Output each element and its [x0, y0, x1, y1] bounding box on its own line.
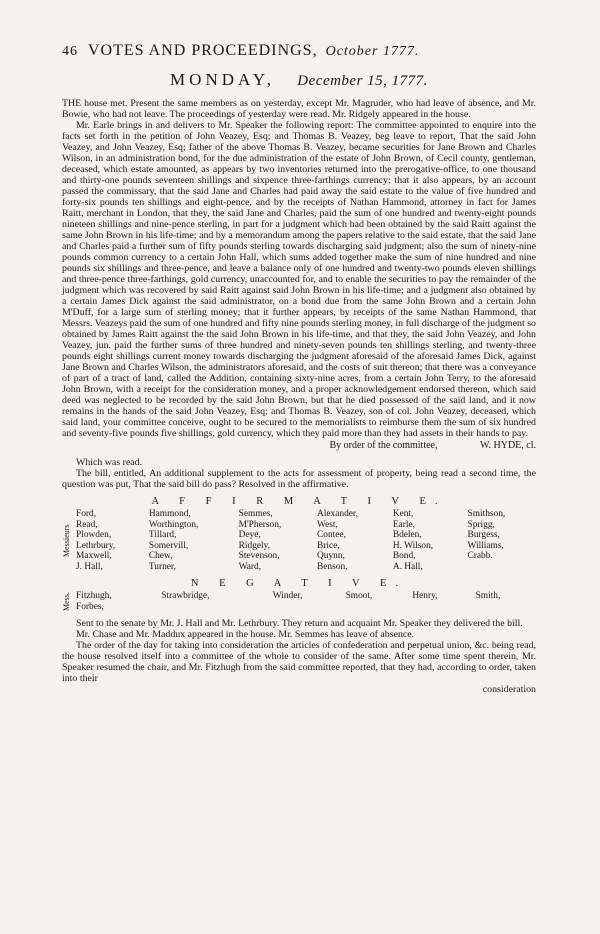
- member-name: Ridgely,: [238, 540, 271, 551]
- member-name: Henry,: [412, 591, 438, 601]
- name-row: [74, 509, 536, 520]
- member-name: Turner,: [148, 561, 177, 572]
- member-name: Williams,: [467, 540, 504, 551]
- closing-paragraph: Sent to the senate by Mr. J. Hall and Mr. Lethrbury. They return and acquaint Mr. Speaker they delivered the bill.: [76, 618, 523, 629]
- negative-list: [62, 591, 536, 612]
- member-name: Forbes,: [76, 601, 104, 612]
- name-row: [74, 591, 536, 602]
- member-name: M'Pherson,: [238, 519, 282, 530]
- signature-by-order: By order of the committee,: [329, 440, 438, 451]
- paragraph-report: Mr. Earle brings in and delivers to Mr. Speaker the following report: The committee appointed to enquire into the facts set forth in the petition of John Veazey, Esq; and Thomas B. Veazey, beg leave to report, That the said John Veazey, and John Veazey, Esq; father of the above Thomas B. Veazey, became securities for Jane Brown and Charles Wilson, in an administration bond, for the due administration of the estate of John Brown, of Cecil county, gentleman, deceased, which estate amounted, as appears by two inventories returned into the prerogative-office, to one thousand and thirty-one pounds seventeen shillings and sixpence three-farthings currency; that it also appears, by an account passed the commissary, that the said Jane and Charles had paid away the said estate to the value of five hundred and forty-six pounds ten shillings and eight-pence, and by the receipts of Nathan Hammond, attorney in fact for James Raitt, merchant in London, that they, the said Jane and Charles, paid the sum of one hundred and twenty-eight pounds nineteen shillings and nine-pence sterling, in part for a judgment which had been obtained by the said Raitt against the same John Brown in his life-time; and by a memorandum among the papers relative to the said estate, that the said Jane and Charles paid a further sum of fifty pounds sterling towards discharging said judgment; also the sum of ninety-nine pounds common currency to a certain John Hall, which sums added together make the sum of nine hundred and nine pounds six shillings and three-pence, and leave a balance only of one hundred and twenty-two pounds eleven shillings and three-pence three-farthings, gold currency, unaccounted for, and to enable the securities to pay the remainder of the judgment which was recovered by said Raitt against said John Brown in his life-time; and a judgment also obtained by a certain James Dick against the said administrator, on a bond due from the same John Brown and a certain John M'Duff, for a large sum of sterling money; that it further appears, by receipts of the same Nathan Hammond, that Messrs. Veazeys paid the sum of one hundred and fifty nine pounds sterling money, in full discharge of the judgment so obtained by James Raitt against the the said John Brown in his life-time, and that they, the said John Veazey, and John Veazey, jun. paid the further sums of three hundred and ninety-seven pounds ten shillings sterling, and twenty-three pounds eight shillings current money towards discharging the judgment aforesaid of the aforesaid James Dick, against Jane Brown and Charles Wilson, the administrators aforesaid, and the costs of suit thereon; that there was a conveyance of part of a tract of land, called the Addition, containing sixty-nine acres, from a certain John Terry, to the aforesaid John Brown, with a receipt for the consideration money, and a proper acknowledgement endorsed thereon, which said deed was neglected to be recorded by the said John Brown, but that he died possessed of the said land, and it now remains in the hands of the said John Veazey, Esq; and Thomas B. Veazey, son of col. John Veazey, deceased, which said land, your committee conceive, ought to be secured to the memorialists to reimburse them the sum of six hundred and seventy-five pounds five shillings, gold currency, which they paid more than they had assets in their hands to pay.: [62, 120, 536, 439]
- member-name: Somervill,: [148, 540, 189, 551]
- member-name: Smith,: [475, 591, 501, 601]
- member-name: Fitzhugh,: [76, 591, 112, 601]
- member-name: [271, 602, 344, 613]
- member-name: Chew,: [148, 551, 173, 561]
- closing-paragraph: Mr. Chase and Mr. Maddux appeared in the house. Mr. Semmes has leave of absence.: [76, 629, 415, 640]
- member-name: Crabb.: [467, 551, 493, 561]
- day-heading: [62, 70, 536, 90]
- member-name: Plowden,: [76, 530, 112, 540]
- member-name: A. Hall,: [392, 561, 423, 572]
- affirmative-list: [62, 509, 536, 572]
- member-name: Worthington,: [148, 519, 199, 530]
- running-title: VOTES AND PROCEEDINGS,: [88, 42, 318, 59]
- member-name: Earle,: [392, 519, 415, 530]
- member-name: Burgess,: [467, 530, 500, 540]
- member-name: [474, 602, 536, 613]
- catchword: consideration: [482, 684, 536, 695]
- member-name: Tillard,: [148, 530, 177, 540]
- date: December 15, 1777.: [297, 73, 428, 89]
- member-name: Maxwell,: [76, 551, 112, 561]
- bill-text: [62, 457, 536, 490]
- member-name: H. Wilson,: [392, 540, 434, 551]
- member-name: Bond,: [392, 551, 416, 561]
- member-name: Alexander,: [317, 509, 359, 519]
- member-name: Bdelen,: [392, 530, 422, 540]
- running-month: October 1777.: [325, 44, 420, 59]
- member-name: Brice,: [317, 540, 340, 551]
- member-name: Stevenson,: [238, 551, 280, 561]
- running-header: [62, 42, 536, 60]
- closing-paragraph: The order of the day for taking into consideration the articles of confederation and perpetual union, &c. being read, the house resolved itself into a committee of the whole to consider of the same. After some time spent therein, Mr. Speaker resumed the chair, and Mr. Fitzhugh from the said committee reported, that they had, according to order, taken into their: [62, 640, 536, 684]
- which-read: Which was read.: [76, 457, 143, 468]
- paragraph-opening: THE house met. Present the same members as on yesterday, except Mr. Magruder, who had leave of absence, and Mr. Bowie, who had not leave. The proceedings of yesterday were read. Mr. Ridgely appeared in the house.: [62, 98, 536, 120]
- name-row: [74, 551, 536, 562]
- negative-names-table: [74, 591, 536, 612]
- name-row: [74, 520, 536, 531]
- member-name: Ford,: [76, 509, 97, 519]
- member-name: Contee,: [317, 530, 346, 540]
- name-row: [74, 530, 536, 541]
- member-name: West,: [317, 519, 338, 530]
- member-name: Benson,: [317, 561, 348, 572]
- signature-name: W. HYDE, cl.: [479, 440, 536, 451]
- member-name: Kent,: [392, 509, 414, 519]
- closing-text: [62, 618, 536, 684]
- bill-paragraph: The bill, entitled, An additional supplement to the acts for assessment of property, being read a second time, the question was put, That the said bill do pass? Resolved in the affirmative.: [62, 468, 536, 490]
- member-name: Read,: [76, 519, 98, 530]
- member-name: Quynn,: [317, 551, 345, 561]
- member-name: J. Hall,: [76, 561, 103, 572]
- member-name: [159, 602, 270, 613]
- member-name: Sprigg,: [467, 519, 495, 530]
- member-name: Smithson,: [467, 509, 506, 519]
- affirmative-side-label: Messieurs: [62, 524, 71, 557]
- member-name: Lethrbury,: [76, 540, 116, 551]
- member-name: Strawbridge,: [161, 591, 210, 601]
- affirmative-names-table: [74, 509, 536, 572]
- member-name: Ward,: [238, 561, 262, 572]
- negative-heading: N E G A T I V E.: [190, 578, 408, 589]
- body-text: [62, 98, 536, 439]
- member-name: [466, 562, 537, 573]
- name-row: [74, 541, 536, 552]
- member-name: Semmes,: [238, 509, 273, 519]
- signature: [62, 440, 536, 451]
- name-row: [74, 602, 536, 613]
- member-name: Deye,: [238, 530, 261, 540]
- name-row: [74, 562, 536, 573]
- affirmative-heading: A F F I R M A T I V E.: [151, 496, 447, 507]
- member-name: Hammond,: [148, 509, 191, 519]
- member-name: Smoot,: [345, 591, 373, 601]
- member-name: Winder,: [272, 591, 303, 601]
- negative-side-label: Mess.: [62, 592, 71, 611]
- weekday: MONDAY,: [170, 70, 276, 89]
- member-name: [344, 602, 411, 613]
- member-name: [410, 602, 473, 613]
- page-number: 46: [62, 44, 78, 59]
